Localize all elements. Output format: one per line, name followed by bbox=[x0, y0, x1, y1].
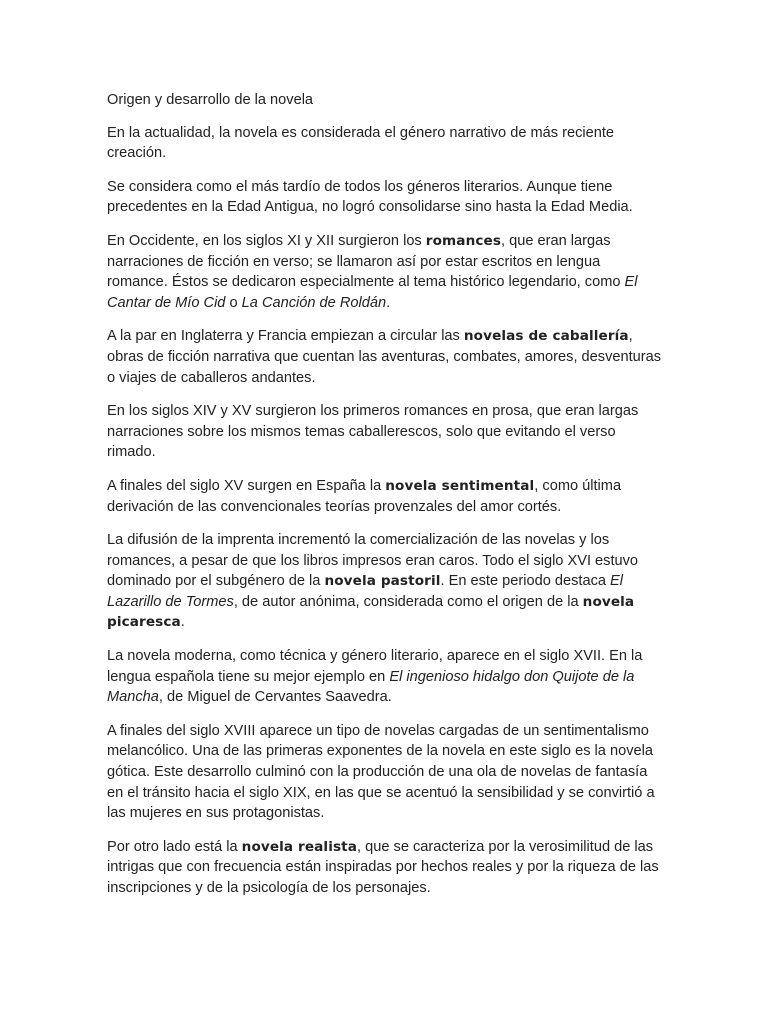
bold-term: novela pastoril bbox=[324, 573, 441, 590]
text-run: , de Miguel de Cervantes Saavedra. bbox=[158, 689, 392, 706]
text-run: En los siglos XIV y XV surgieron los primeros romances en prosa, que eran largas narraciones sobre los mismos temas caballerescos, solo que evitando el verso rimado. bbox=[107, 403, 639, 461]
paragraph bbox=[107, 721, 663, 824]
text-run: . En este periodo destaca bbox=[440, 573, 611, 590]
text-run: La difusión de la imprenta incrementó la comercialización de las novelas y los romances, a pesar de que los libros impresos eran caros. Todo el siglo XVI estuvo dominado por el subgénero de la bbox=[107, 532, 639, 590]
bold-term: novela sentimental bbox=[385, 477, 535, 494]
text-run: Por otro lado está la bbox=[107, 838, 242, 855]
text-run: La novela moderna, como técnica y género literario, aparece en el siglo XVII. En la lengua española tiene su mejor ejemplo en bbox=[107, 648, 643, 685]
bold-term: novelas de caballería bbox=[463, 328, 629, 345]
text-run: , de autor anónima, considerada como el origen de la bbox=[233, 593, 583, 610]
text-run: A finales del siglo XVIII aparece un tipo de novelas cargadas de un sentimentalismo melancólico. Una de las primeras exponentes de la novela en este siglo es la novela gótica. Este desarrollo culminó con la producción de una ola de novelas de fantasía en el tránsito hacia el siglo XIX, en las que se acentuó la sensibilidad y se convirtió a las mujeres en sus protagonistas. bbox=[107, 722, 655, 822]
paragraph bbox=[107, 476, 663, 517]
text-run: , que eran largas narraciones de ficción en verso; se llamaron así por estar escritos en lengua romance. Éstos se dedicaron especialmente al tema histórico legendario, como bbox=[107, 232, 625, 291]
text-run: , obras de ficción narrativa que cuentan las aventuras, combates, amores, desventuras o viajes de caballeros andantes. bbox=[107, 328, 662, 386]
italic-title: La Canción de Roldán bbox=[241, 294, 387, 311]
text-run: En Occidente, en los siglos XI y XII surgieron los bbox=[107, 232, 426, 249]
italic-title: El ingenioso hidalgo don Quijote de la Mancha bbox=[107, 668, 635, 706]
paragraph bbox=[107, 401, 663, 463]
text-run: . bbox=[386, 294, 391, 311]
text-run: o bbox=[225, 294, 242, 311]
text-run: A la par en Inglaterra y Francia empiezan a circular las bbox=[107, 328, 464, 345]
bold-term: novela picaresca bbox=[107, 593, 635, 631]
paragraph bbox=[107, 326, 663, 388]
document-body bbox=[107, 123, 663, 899]
text-run: . bbox=[180, 614, 185, 631]
text-run: , como última derivación de las convencionales teorías provenzales del amor cortés. bbox=[107, 477, 622, 515]
italic-title: El Lazarillo de Tormes bbox=[107, 573, 624, 610]
paragraph bbox=[107, 177, 663, 218]
paragraph bbox=[107, 837, 663, 899]
italic-title: El Cantar de Mío Cid bbox=[107, 274, 638, 311]
paragraph bbox=[107, 231, 663, 313]
text-run: , que se caracteriza por la verosimilitud de las intrigas que con frecuencia están inspiradas por hechos reales y por la riqueza de las inscripciones y de la psicología de los personajes. bbox=[107, 838, 659, 896]
text-run: Se considera como el más tardío de todos los géneros literarios. Aunque tiene precedentes en la Edad Antigua, no logró consolidarse sino hasta la Edad Media. bbox=[107, 178, 633, 216]
paragraph bbox=[107, 123, 663, 164]
document-title: Origen y desarrollo de la novela bbox=[107, 92, 314, 108]
document-page bbox=[107, 90, 663, 912]
bold-term: romances bbox=[425, 232, 502, 249]
text-run: En la actualidad, la novela es considerada el género narrativo de más reciente creación. bbox=[107, 124, 615, 162]
bold-term: novela realista bbox=[241, 838, 358, 855]
paragraph bbox=[107, 646, 663, 708]
paragraph bbox=[107, 530, 663, 633]
text-run: A finales del siglo XV surgen en España la bbox=[107, 477, 386, 494]
